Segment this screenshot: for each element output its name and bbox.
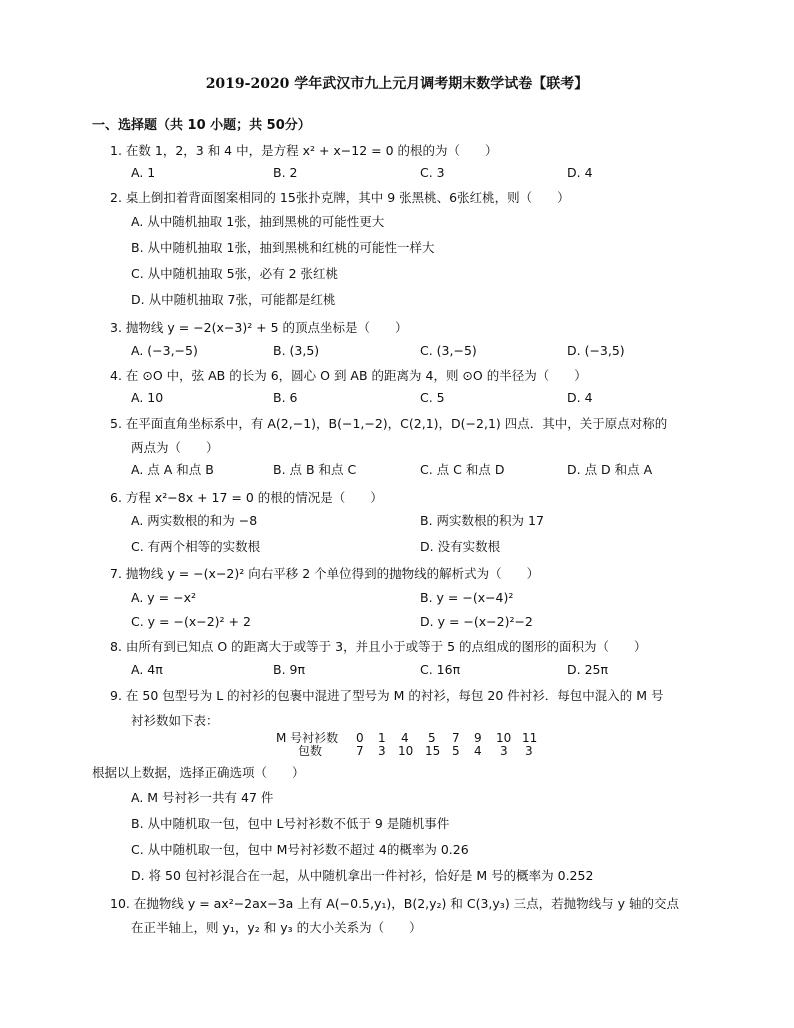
- table-cell: 9: [474, 731, 482, 745]
- m-shirt-table: [0, 732, 794, 762]
- section-heading: 一、选择题（共 10 小题；共 50分）: [92, 118, 311, 133]
- q6-stem: 6. 方程 x²−8x + 17 = 0 的根的情况是（ ）: [110, 490, 383, 505]
- table-cell: 7: [452, 731, 460, 745]
- q6-option-a: A. 两实数根的和为 −8: [131, 513, 258, 528]
- q9-prompt: 根据以上数据，选择正确选项（ ）: [92, 765, 305, 780]
- q2-option-a: A. 从中随机抽取 1张，抽到黑桃的可能性更大: [131, 214, 385, 229]
- q4-option-c: C. 5: [420, 390, 445, 405]
- q4-option-b: B. 6: [273, 390, 298, 405]
- q5-option-a: A. 点 A 和点 B: [131, 462, 214, 477]
- table-cell: 4: [401, 731, 409, 745]
- q3-option-b: B. (3,5): [273, 343, 320, 358]
- q8-stem: 8. 由所有到已知点 O 的距离大于或等于 3，并且小于或等于 5 的点组成的图形的面积为（ ）: [110, 639, 647, 654]
- table-cell: 3: [500, 744, 508, 758]
- q8-option-a: A. 4π: [131, 662, 163, 677]
- q1-stem: 1. 在数 1，2，3 和 4 中，是方程 x² + x−12 = 0 的根的为（ ）: [110, 143, 498, 158]
- table-cell: 3: [378, 744, 386, 758]
- q9-option-b: B. 从中随机取一包，包中 L号衬衫数不低于 9 是随机事件: [131, 816, 450, 831]
- q5-option-d: D. 点 D 和点 A: [567, 462, 653, 477]
- q4-option-d: D. 4: [567, 390, 593, 405]
- q5-option-c: C. 点 C 和点 D: [420, 462, 505, 477]
- q3-option-c: C. (3,−5): [420, 343, 477, 358]
- q1-option-c: C. 3: [420, 165, 445, 180]
- q4-stem: 4. 在 ⊙O 中，弦 AB 的长为 6，圆心 O 到 AB 的距离为 4，则 ⊙O 的半径为（ ）: [110, 368, 587, 383]
- q5-option-b: B. 点 B 和点 C: [273, 462, 357, 477]
- table-cell: 5: [452, 744, 460, 758]
- table-cell: 11: [522, 731, 538, 745]
- table-cell: 0: [356, 731, 364, 745]
- q5-stem-line2: 两点为（ ）: [131, 440, 219, 455]
- q4-option-a: A. 10: [131, 390, 164, 405]
- table-row2-label: 包数: [298, 744, 323, 758]
- q2-option-b: B. 从中随机抽取 1张，抽到黑桃和红桃的可能性一样大: [131, 240, 435, 255]
- q9-stem-line1: 9. 在 50 包型号为 L 的衬衫的包裹中混进了型号为 M 的衬衫，每包 20 件衬衫．每包中混入的 M 号: [110, 688, 664, 703]
- q7-option-a: A. y = −x²: [131, 590, 196, 605]
- q8-option-d: D. 25π: [567, 662, 609, 677]
- table-cell: 3: [525, 744, 533, 758]
- q3-stem: 3. 抛物线 y = −2(x−3)² + 5 的顶点坐标是（ ）: [110, 320, 408, 335]
- q10-stem-line1: 10. 在抛物线 y = ax²−2ax−3a 上有 A(−0.5,y₁)，B(2,y₂) 和 C(3,y₃) 三点，若抛物线与 y 轴的交点: [110, 896, 680, 911]
- q7-option-b: B. y = −(x−4)²: [420, 590, 514, 605]
- q9-option-a: A. M 号衬衫一共有 47 件: [131, 790, 274, 805]
- table-cell: 5: [428, 731, 436, 745]
- q8-option-b: B. 9π: [273, 662, 306, 677]
- q2-stem: 2. 桌上倒扣着背面图案相同的 15张扑克牌，其中 9 张黑桃、6张红桃，则（ ）: [110, 190, 570, 205]
- q1-option-a: A. 1: [131, 165, 156, 180]
- q10-stem-line2: 在正半轴上，则 y₁，y₂ 和 y₃ 的大小关系为（ ）: [131, 920, 422, 935]
- table-cell: 10: [398, 744, 414, 758]
- q3-option-d: D. (−3,5): [567, 343, 625, 358]
- table-cell: 15: [425, 744, 441, 758]
- q9-stem-line2: 衬衫数如下表：: [131, 713, 219, 728]
- q9-option-d: D. 将 50 包衬衫混合在一起，从中随机拿出一件衬衫，恰好是 M 号的概率为 0.252: [131, 868, 594, 883]
- table-cell: 10: [496, 731, 512, 745]
- q7-option-d: D. y = −(x−2)²−2: [420, 614, 533, 629]
- table-cell: 4: [474, 744, 482, 758]
- q6-option-d: D. 没有实数根: [420, 539, 501, 554]
- table-cell: 7: [356, 744, 364, 758]
- q7-stem: 7. 抛物线 y = −(x−2)² 向右平移 2 个单位得到的抛物线的解析式为（ ）: [110, 566, 540, 581]
- table-cell: 1: [378, 731, 386, 745]
- q2-option-c: C. 从中随机抽取 5张，必有 2 张红桃: [131, 266, 339, 281]
- q1-option-b: B. 2: [273, 165, 298, 180]
- q6-option-c: C. 有两个相等的实数根: [131, 539, 261, 554]
- q2-option-d: D. 从中随机抽取 7张，可能都是红桃: [131, 292, 336, 307]
- q6-option-b: B. 两实数根的积为 17: [420, 513, 544, 528]
- q5-stem-line1: 5. 在平面直角坐标系中，有 A(2,−1)，B(−1,−2)，C(2,1)，D(−2,1) 四点．其中，关于原点对称的: [110, 416, 668, 431]
- page-title: 2019-2020 学年武汉市九上元月调考期末数学试卷【联考】: [205, 76, 589, 92]
- q1-option-d: D. 4: [567, 165, 593, 180]
- q3-option-a: A. (−3,−5): [131, 343, 198, 358]
- q7-option-c: C. y = −(x−2)² + 2: [131, 614, 251, 629]
- q9-option-c: C. 从中随机取一包，包中 M号衬衫数不超过 4的概率为 0.26: [131, 842, 469, 857]
- table-row1-label: M 号衬衫数: [276, 731, 339, 745]
- q8-option-c: C. 16π: [420, 662, 461, 677]
